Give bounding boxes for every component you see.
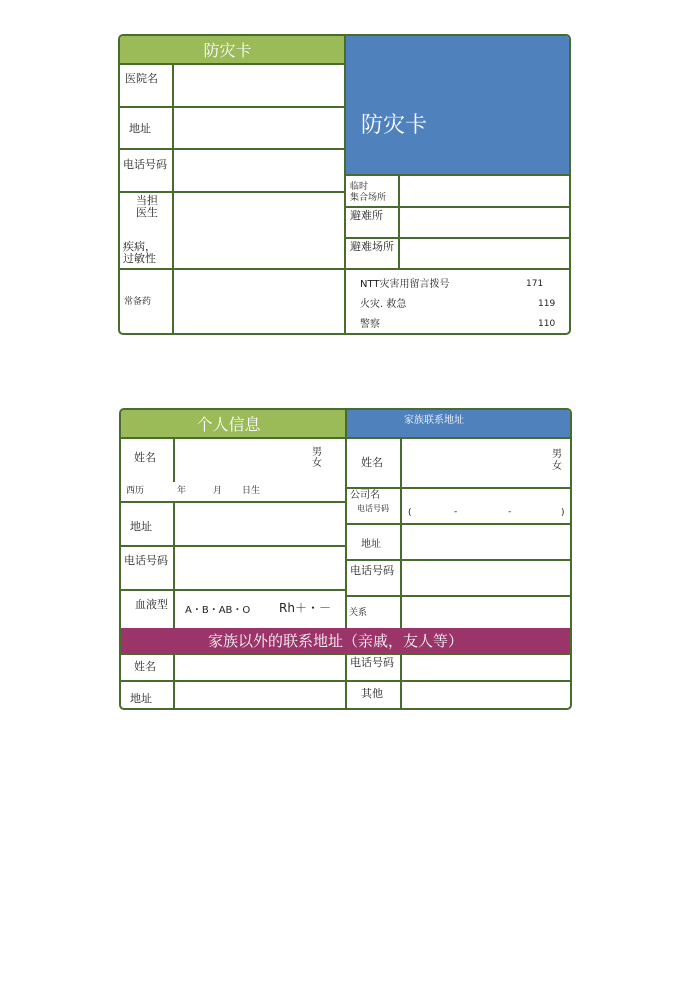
other-misc-label: 其他 [361, 687, 383, 700]
shelter-label: 避难所 [350, 209, 383, 222]
family-gender-female[interactable]: 女 [552, 461, 562, 472]
family-phone-field[interactable] [402, 561, 570, 595]
shelter-field[interactable] [400, 208, 569, 237]
phone-format-dash: - [508, 507, 512, 517]
family-address-label: 地址 [361, 539, 381, 550]
birth-era-label: 西历 [126, 486, 145, 496]
temp-assembly-field[interactable] [400, 176, 569, 206]
phone-format-dash: - [454, 507, 458, 517]
temp-assembly-label-line2: 集合场所 [350, 193, 387, 203]
personal-info-title: 个人信息 [196, 415, 261, 434]
disaster-card-title-block [346, 36, 569, 174]
disaster-card-header-title: 防灾卡 [203, 41, 252, 60]
other-address-label: 地址 [130, 692, 152, 705]
other-address-field[interactable] [175, 682, 345, 708]
company-phone-label: 电话号码 [357, 504, 389, 513]
blood-type-label: 血液型 [135, 598, 168, 611]
phone-field[interactable] [175, 547, 345, 589]
disease-label-line2: 过敏性 [123, 252, 156, 265]
other-name-field[interactable] [175, 655, 345, 680]
shelter-place-label: 避难场所 [350, 240, 394, 253]
disease-label-line1: 疾病， [123, 240, 156, 253]
address-label: 地址 [130, 520, 152, 533]
divider [344, 36, 346, 333]
hospital-name-label: 医院名 [125, 72, 158, 85]
family-contact-header [347, 410, 570, 437]
doctor-disease-field[interactable] [174, 193, 344, 268]
hospital-name-field[interactable] [174, 65, 344, 106]
divider [346, 268, 569, 270]
address-field[interactable] [174, 108, 344, 148]
family-name-label: 姓名 [361, 456, 383, 469]
other-contacts-banner [121, 628, 570, 653]
disaster-card-header [120, 36, 345, 63]
relation-label: 关系 [349, 608, 368, 618]
company-phone-field[interactable] [402, 489, 570, 523]
divider [345, 653, 347, 708]
family-contact-title: 家族联系地址 [404, 415, 464, 426]
personal-info-card [119, 408, 572, 710]
other-phone-label: 电话号码 [350, 656, 394, 669]
gender-male[interactable]: 男 [312, 447, 322, 458]
company-label: 公司名 [350, 490, 380, 501]
relation-field[interactable] [402, 597, 570, 628]
blood-type-options[interactable]: A・B・AB・O [185, 605, 251, 616]
birth-year-label: 年 [177, 486, 187, 496]
phone-format-close: ) [561, 508, 565, 518]
name-label: 姓名 [134, 451, 156, 464]
birth-month-label: 月 [213, 486, 223, 496]
other-name-label: 姓名 [134, 660, 156, 673]
number-value: 119 [538, 299, 556, 309]
address-label: 地址 [129, 122, 151, 135]
divider [121, 589, 347, 591]
family-phone-label: 电话号码 [350, 564, 394, 577]
number-value: 171 [526, 279, 544, 289]
family-name-field[interactable] [402, 439, 570, 487]
other-phone-field[interactable] [402, 655, 570, 680]
medicine-field[interactable] [174, 270, 344, 333]
number-label: NTT灾害用留言拨号 [360, 279, 450, 290]
personal-info-header [121, 410, 346, 437]
number-label: 警察 [360, 319, 380, 330]
family-gender-male[interactable]: 男 [552, 449, 562, 460]
number-value: 110 [538, 319, 556, 329]
other-misc-field[interactable] [402, 682, 570, 708]
address-field[interactable] [175, 503, 345, 545]
rh-options[interactable]: Rh＋・－ [279, 601, 331, 615]
family-address-field[interactable] [402, 525, 570, 559]
phone-label: 电话号码 [123, 158, 167, 171]
number-label: 火灾. 救急 [360, 299, 407, 310]
medicine-label: 常备药 [124, 297, 152, 307]
phone-field[interactable] [174, 150, 344, 191]
other-contacts-title: 家族以外的联系地址（亲戚，友人等） [207, 632, 463, 650]
doctor-label-line2: 医生 [136, 206, 158, 219]
gender-female[interactable]: 女 [312, 458, 322, 469]
shelter-place-field[interactable] [400, 239, 569, 268]
birth-day-label: 日生 [242, 486, 261, 496]
phone-format-open: ( [408, 508, 412, 518]
disaster-card [118, 34, 571, 335]
doctor-label-line1: 当担 [136, 194, 158, 207]
phone-label: 电话号码 [124, 554, 168, 567]
disaster-card-big-title: 防灾卡 [361, 113, 428, 138]
temp-assembly-label-line1: 临时 [350, 182, 369, 192]
